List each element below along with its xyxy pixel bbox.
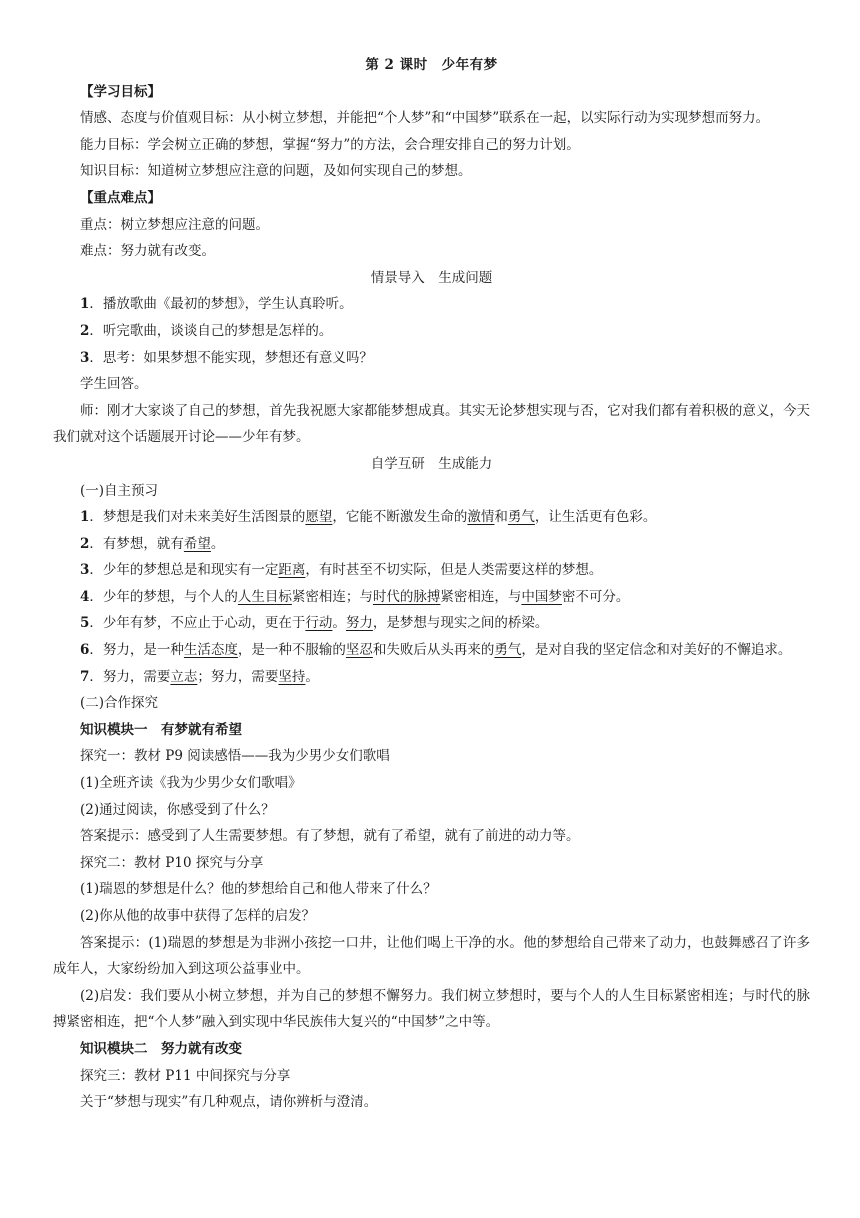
cooperate-label: (二)合作探究: [80, 695, 159, 712]
explore1-answer: 答案提示：感受到了人生需要梦想。有了梦想，就有了希望，就有了前进的动力等。: [80, 828, 580, 845]
intro-item-2: 2．听完歌曲，谈谈自己的梦想是怎样的。: [80, 322, 333, 339]
blank-answer: 勇气: [507, 509, 535, 526]
explore1-q2: (2)通过阅读，你感受到了什么？: [80, 801, 275, 818]
blank-answer: 坚持: [278, 668, 306, 685]
self-study-heading: 自学互研 生成能力: [370, 455, 493, 472]
preview-item-4: 4．少年的梦想，与个人的人生目标紧密相连；与时代的脉搏紧密相连，与中国梦密不可分。: [80, 588, 630, 605]
blank-answer: 人生目标: [237, 588, 292, 605]
blank-answer: 中国梦: [521, 588, 562, 605]
preview-item-3: 3．少年的梦想总是和现实有一定距离，有时甚至不切实际，但是人类需要这样的梦想。: [80, 562, 603, 579]
explore1-q1: (1)全班齐读《我为少男少女们歌唱》: [80, 775, 302, 792]
module2-title: 知识模块二 努力就有改变: [80, 1040, 242, 1057]
explore3-prompt: 关于“梦想与现实”有几种观点，请你辨析与澄清。: [80, 1094, 378, 1111]
goal-ability: 能力目标：学会树立正确的梦想，掌握“努力”的方法，会合理安排自己的努力计划。: [80, 136, 580, 153]
explore2-answer-1: 答案提示：(1)瑞恩的梦想是为非洲小孩挖一口井，让他们喝上干净的水。他的梦想给自己带来了动力，也鼓舞感召了许多成年人，大家纷纷加入到这项公益事业中。: [53, 934, 810, 978]
document-page: [53, 52, 810, 1116]
explore2-title: 探究二：教材 P10 探究与分享: [80, 854, 264, 871]
blank-answer: 行动: [305, 615, 333, 632]
preview-item-2: 2．有梦想，就有希望。: [80, 535, 225, 552]
intro-heading: 情景导入 生成问题: [370, 269, 493, 286]
intro-item-3: 3．思考：如果梦想不能实现，梦想还有意义吗？: [80, 349, 373, 366]
blank-answer: 时代的脉搏: [372, 588, 441, 605]
student-answer: 学生回答。: [80, 376, 148, 393]
blank-answer: 希望: [183, 535, 211, 552]
blank-answer: 努力: [345, 615, 373, 632]
blank-answer: 勇气: [494, 642, 522, 659]
explore2-q2: (2)你从他的故事中获得了怎样的启发？: [80, 908, 316, 924]
blank-answer: 立志: [170, 668, 198, 685]
difficult-point: 难点：努力就有改变。: [80, 243, 215, 260]
explore1-title: 探究一：教材 P9 阅读感悟——我为少男少女们歌唱: [80, 748, 390, 765]
intro-item-1: 1．播放歌曲《最初的梦想》，学生认真聆听。: [80, 296, 353, 313]
explore3-title: 探究三：教材 P11 中间探究与分享: [80, 1067, 291, 1084]
lesson-title: 第 2 课时 少年有梦: [365, 57, 498, 73]
preview-item-7: 7．努力，需要立志；努力，需要坚持。: [80, 668, 319, 685]
blank-answer: 愿望: [305, 509, 333, 526]
explore2-answer-2: (2)启发：我们要从小树立梦想，并为自己的梦想不懈努力。我们树立梦想时，要与个人的人生目标紧密相连；与时代的脉搏紧密相连，把“个人梦”融入到实现中华民族伟大复兴的“中国梦”之中等。: [53, 987, 810, 1031]
teacher-remark: 师：刚才大家谈了自己的梦想，首先我祝愿大家都能梦想成真。其实无论梦想实现与否，它对我们都有着积极的意义，今天我们就对这个话题展开讨论——少年有梦。: [53, 402, 810, 446]
key-point: 重点：树立梦想应注意的问题。: [80, 216, 269, 233]
blank-answer: 距离: [278, 562, 306, 579]
module1-title: 知识模块一 有梦就有希望: [80, 721, 242, 738]
preview-item-1: 1．梦想是我们对未来美好生活图景的愿望，它能不断激发生命的激情和勇气，让生活更有色彩。: [80, 509, 657, 526]
preview-item-5: 5．少年有梦，不应止于心动，更在于行动。努力，是梦想与现实之间的桥梁。: [80, 615, 549, 632]
goal-emotion: 情感、态度与价值观目标：从小树立梦想，并能把“个人梦”和“中国梦”联系在一起，以实际行动为实现梦想而努力。: [80, 110, 770, 127]
goals-heading: 【学习目标】: [80, 83, 161, 100]
explore2-q1: (1)瑞恩的梦想是什么？他的梦想给自己和他人带来了什么？: [80, 881, 437, 898]
preview-label: (一)自主预习: [80, 482, 159, 499]
blank-answer: 坚忍: [345, 642, 373, 659]
key-points-heading: 【重点难点】: [80, 189, 161, 206]
blank-answer: 生活态度: [183, 642, 238, 659]
goal-knowledge: 知识目标：知道树立梦想应注意的问题，及如何实现自己的梦想。: [80, 163, 472, 180]
preview-item-6: 6．努力，是一种生活态度，是一种不服输的坚忍和失败后从头再来的勇气，是对自我的坚定信念和对美好的不懈追求。: [80, 642, 792, 659]
blank-answer: 激情: [467, 509, 495, 526]
